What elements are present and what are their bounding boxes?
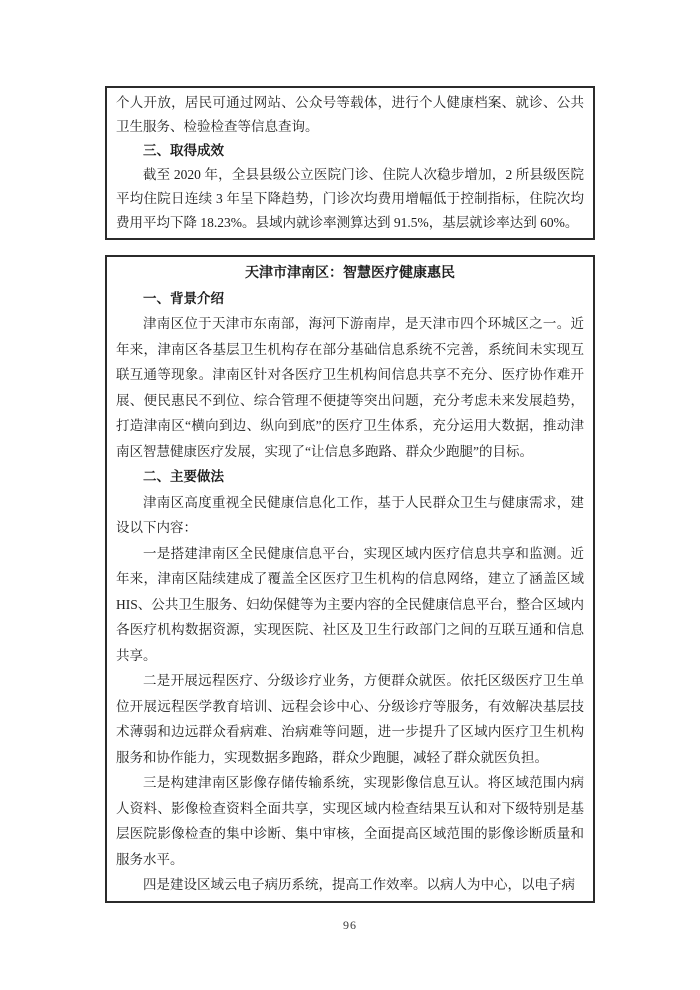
case-title: 天津市津南区：智慧医疗健康惠民 [245,264,455,280]
page-number: 96 [343,918,357,932]
body-paragraph: 三是构建津南区影像存储传输系统，实现影像信息互认。将区域范围内病人资料、影像检查资料全面共享，实现区域内检查结果互认和对下级特别是基层医院影像检查的集中诊断、集中审核，全面提高区域范围的影像诊断质量和服务水平。 [116,775,584,867]
section-heading: 三、取得成效 [143,143,224,158]
callout-box-tianjin-jinnan-case [105,255,595,903]
body-paragraph: 津南区位于天津市东南部，海河下游南岸，是天津市四个环城区之一。近年来，津南区各基层卫生机构存在部分基础信息系统不完善，系统间未实现互联互通等现象。津南区针对各医疗卫生机构间信息共享不充分、医疗协作难开展、便民惠民不到位、综合管理不便捷等突出问题，充分考虑未来发展趋势，打造津南区“横向到边、纵向到底”的医疗卫生体系，充分运用大数据，推动津南区智慧健康医疗发展，实现了“让信息多跑路、群众少跑腿”的目标。 [116,316,584,459]
section-heading: 一、背景介绍 [143,290,224,306]
body-paragraph: 津南区高度重视全民健康信息化工作，基于人民群众卫生与健康需求，建设以下内容： [116,494,584,535]
callout-box-county-case-continuation [105,86,595,240]
body-paragraph: 四是建设区域云电子病历系统，提高工作效率。以病人为中心，以电子病 [143,877,575,892]
section-heading: 二、主要做法 [143,469,224,484]
body-paragraph: 一是搭建津南区全民健康信息平台，实现区域内医疗信息共享和监测。近年来，津南区陆续建成了覆盖全区医疗卫生机构的信息网络，建立了涵盖区域HIS、公共卫生服务、妇幼保健等为主要内容的全民健康信息平台，整合区域内各医疗机构数据资源，实现医院、社区及卫生行政部门之间的互联互通和信息共享。 [116,545,584,663]
body-paragraph: 截至 2020 年，全县县级公立医院门诊、住院人次稳步增加，2 所县级医院平均住院日连续 3 年呈下降趋势，门诊次均费用增幅低于控制指标，住院次均费用平均下降 18.23%。县域内就诊率测算达到 91.5%，基层就诊率达到 60%。 [116,167,584,230]
body-paragraph: 二是开展远程医疗、分级诊疗业务，方便群众就医。依托区级医疗卫生单位开展远程医学教育培训、远程会诊中心、分级诊疗等服务，有效解决基层技术薄弱和边远群众看病难、治病难等问题，进一步提升了区域内医疗卫生机构服务和协作能力，实现数据多跑路，群众少跑腿，减轻了群众就医负担。 [116,673,584,765]
body-paragraph: 个人开放，居民可通过网站、公众号等载体，进行个人健康档案、就诊、公共卫生服务、检验检查等信息查询。 [116,95,584,134]
